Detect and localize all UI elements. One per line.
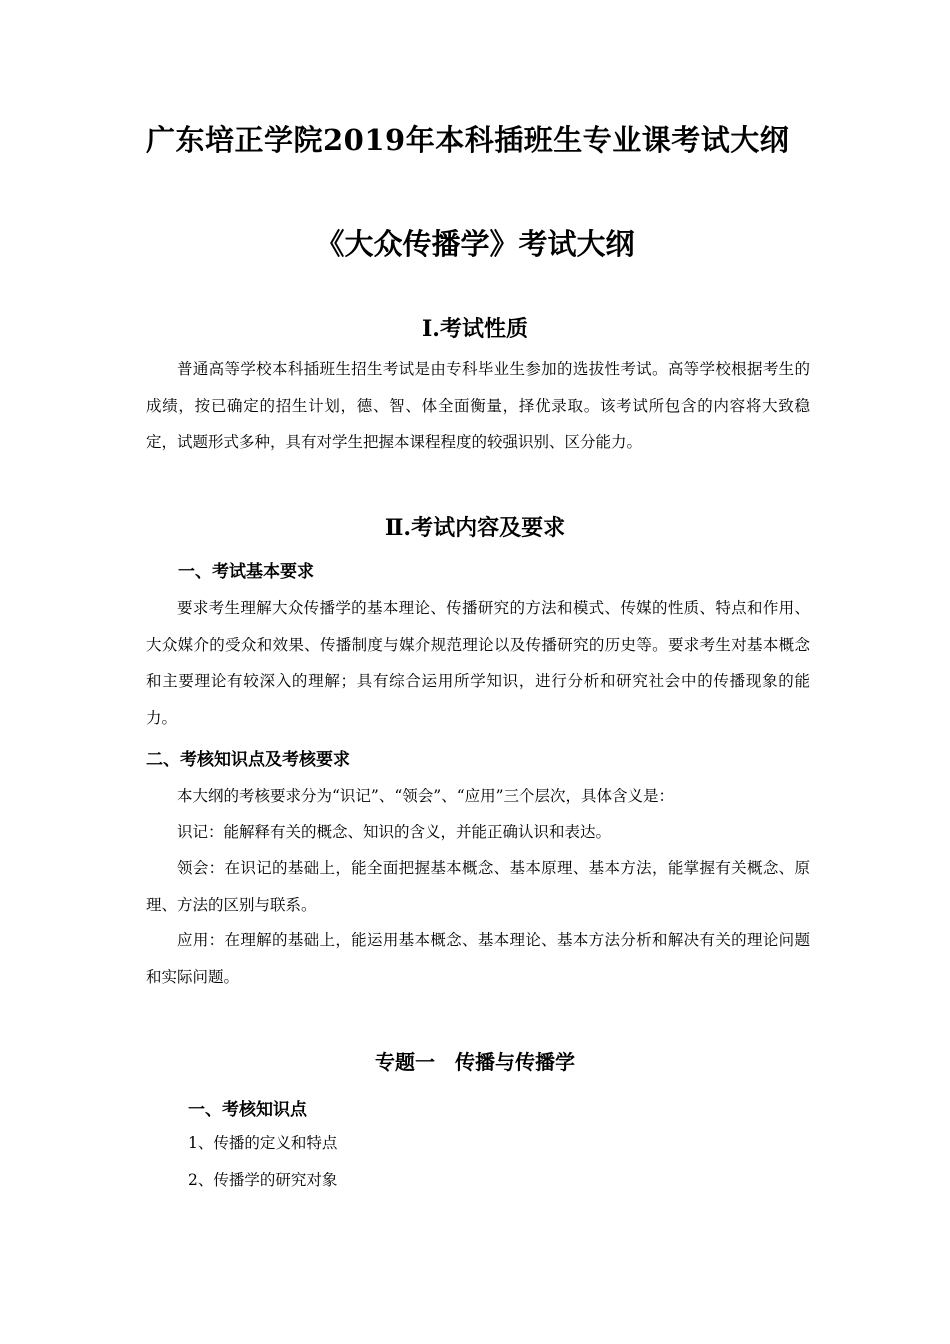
assessment-intro-paragraph: 本大纲的考核要求分为“识记”、“领会”、“应用”三个层次，具体含义是： [177,787,675,805]
heading-basic-requirements: 一、考试基本要求 [178,562,314,582]
topic1-title: 专题一 传播与传播学 [375,1050,575,1074]
list-item: 1、传播的定义和特点 [188,1134,338,1152]
section-title-exam-nature: Ⅰ.考试性质 [422,316,528,342]
basic-requirements-paragraph: 要求考生理解大众传播学的基本理论、传播研究的方法和模式、传媒的性质、特点和作用、大众媒介的受众和效果、传播制度与媒介规范理论以及传播研究的历史等。要求考生对基本概念和主要理论有较深入的理解；具有综合运用所学知识，进行分析和研究社会中的传播现象的能力。 [146,599,810,727]
comprehend-paragraph: 领会：在识记的基础上，能全面把握基本概念、基本原理、基本方法，能掌握有关概念、原理、方法的区别与联系。 [146,859,810,914]
heading-assessment-points: 二、考核知识点及考核要求 [146,750,350,770]
sub-title: 《大众传播学》考试大纲 [315,227,635,261]
topic1-heading-knowledge-points: 一、考核知识点 [188,1100,307,1120]
exam-nature-paragraph: 普通高等学校本科插班生招生考试是由专科毕业生参加的选拔性考试。高等学校根据考生的成绩，按已确定的招生计划，德、智、体全面衡量，择优录取。该考试所包含的内容将大致稳定，试题形式多种，具有对学生把握本课程程度的较强识别、区分能力。 [146,360,810,451]
apply-paragraph: 应用：在理解的基础上，能运用基本概念、基本理论、基本方法分析和解决有关的理论问题和实际问题。 [146,931,810,986]
list-item: 2、传播学的研究对象 [188,1171,338,1189]
section-title-exam-content: Ⅱ.考试内容及要求 [384,515,566,541]
recall-paragraph: 识记：能解释有关的概念、知识的含义，并能正确认识和表达。 [177,823,612,841]
main-title: 广东培正学院2019年本科插班生专业课考试大纲 [146,123,790,157]
